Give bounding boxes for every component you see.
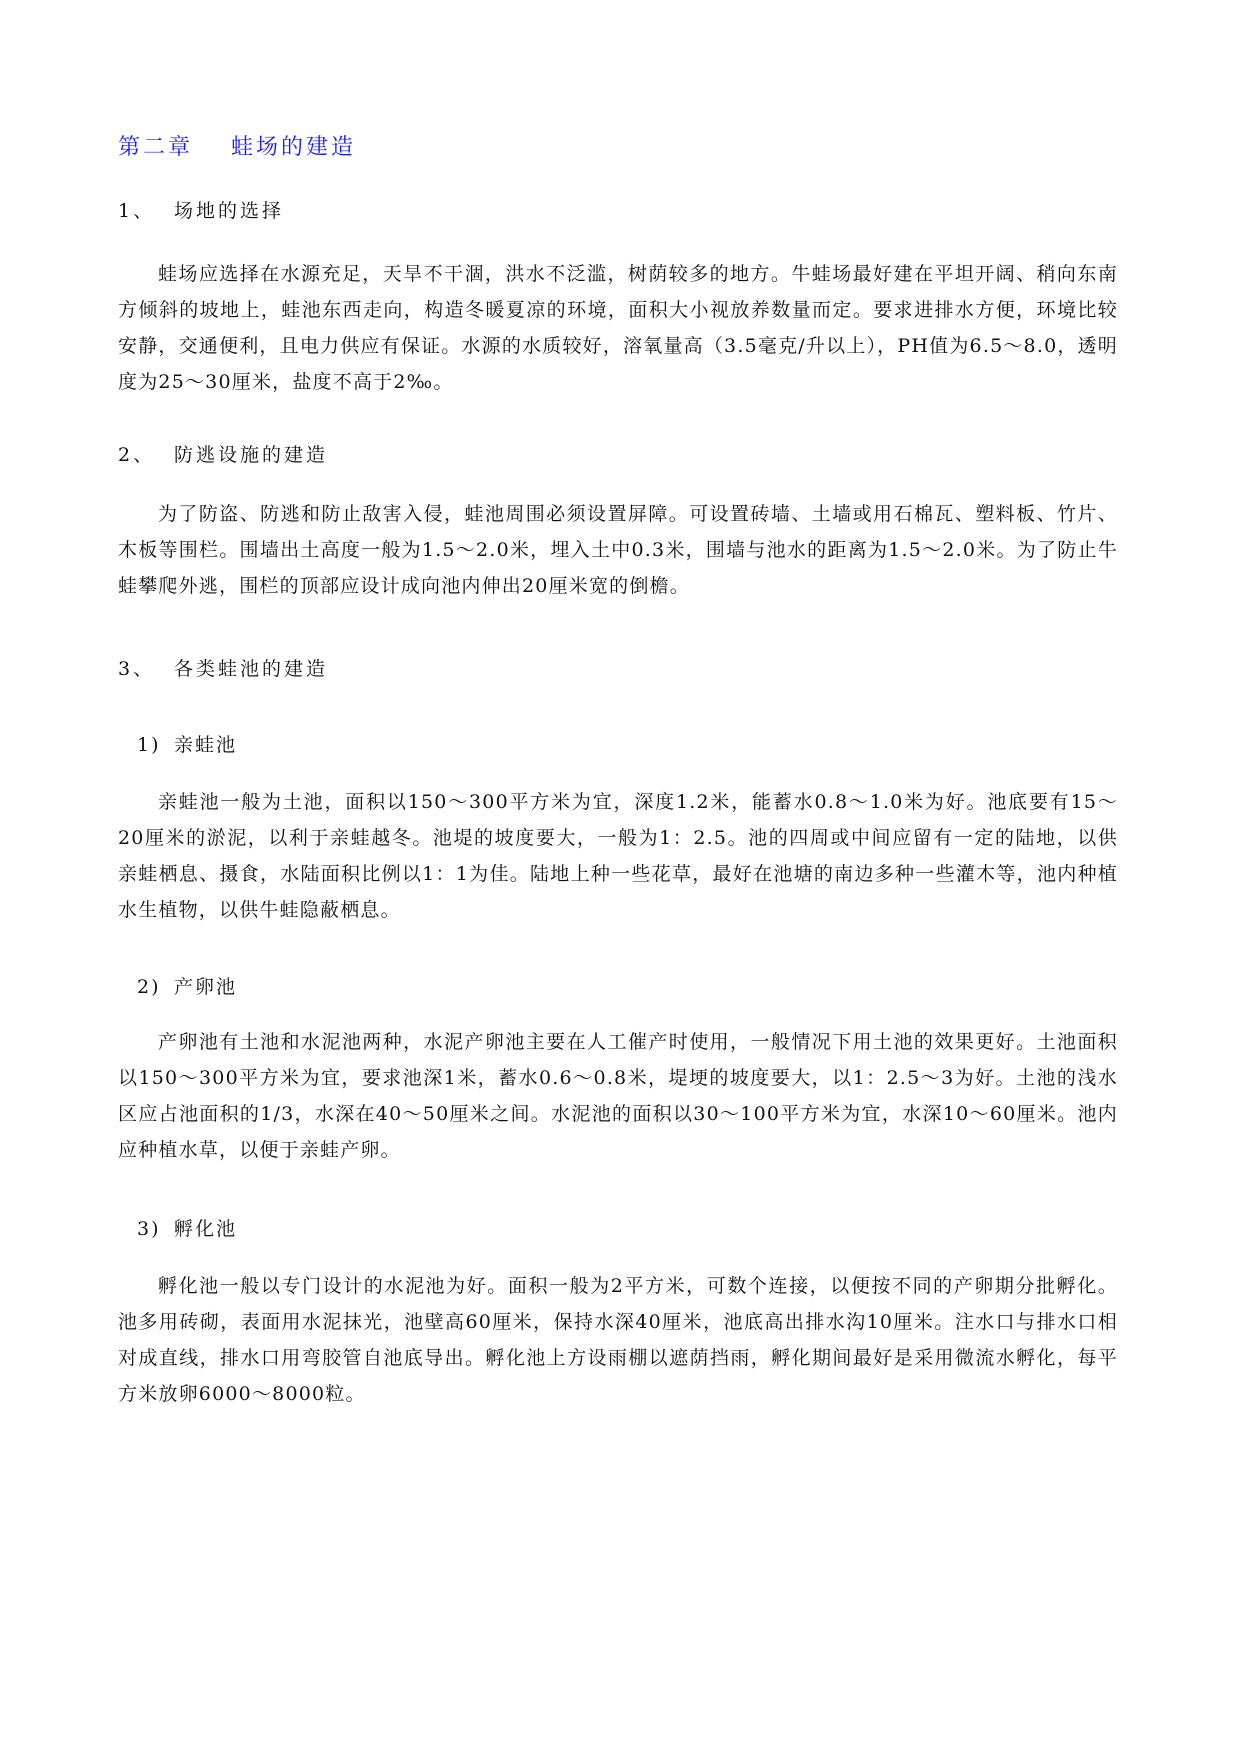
subsection-paragraph-1: 亲蛙池一般为土池，面积以150～300平方米为宜，深度1.2米，能蓄水0.8～1.0米为好。池底要有15～20厘米的淤泥，以利于亲蛙越冬。池堤的坡度要大，一般为1：2.5。池的四周或中间应留有一定的陆地，以供亲蛙栖息、摄食，水陆面积比例以1：1为佳。陆地上种一些花草，最好在池塘的南边多种一些灌木等，池内种植水生植物，以供牛蛙隐蔽栖息。: [118, 791, 1118, 921]
subsection-heading-3: [137, 1214, 237, 1241]
section-number: 2、: [118, 444, 156, 466]
section-heading-2: [118, 440, 328, 467]
chapter-name: 蛙场的建造: [231, 135, 357, 160]
subsection-title: 亲蛙池: [174, 734, 238, 756]
section-number: 1、: [118, 200, 156, 222]
section-number: 3、: [118, 658, 156, 680]
subsection-number: 3): [137, 1218, 161, 1240]
subsection-heading-1: [137, 730, 237, 757]
subsection-paragraph-2: 产卵池有土池和水泥池两种，水泥产卵池主要在人工催产时使用，一般情况下用土池的效果更好。土池面积以150～300平方米为宜，要求池深1米，蓄水0.6～0.8米，堤埂的坡度要大，以1：2.5～3为好。土池的浅水区应占池面积的1/3，水深在40～50厘米之间。水泥池的面积以30～100平方米为宜，水深10～60厘米。池内应种植水草，以便于亲蛙产卵。: [118, 1031, 1118, 1161]
chapter-label: 第二章: [118, 135, 194, 160]
section-title: 场地的选择: [174, 200, 285, 222]
subsection-number: 2): [137, 976, 161, 998]
subsection-paragraph-3: 孵化池一般以专门设计的水泥池为好。面积一般为2平方米，可数个连接，以便按不同的产卵期分批孵化。池多用砖砌，表面用水泥抹光，池壁高60厘米，保持水深40厘米，池底高出排水沟10厘米。注水口与排水口相对成直线，排水口用弯胶管自池底导出。孵化池上方设雨棚以遮荫挡雨，孵化期间最好是采用微流水孵化，每平方米放卵6000～8000粒。: [118, 1275, 1118, 1405]
section-title: 各类蛙池的建造: [174, 658, 329, 680]
subsection-heading-2: [137, 972, 237, 999]
section-heading-1: [118, 196, 284, 223]
section-paragraph-1: 蛙场应选择在水源充足，天旱不干涸，洪水不泛滥，树荫较多的地方。牛蛙场最好建在平坦开阔、稍向东南方倾斜的坡地上，蛙池东西走向，构造冬暖夏凉的环境，面积大小视放养数量而定。要求进排水方便，环境比较安静，交通便利，且电力供应有保证。水源的水质较好，溶氧量高（3.5毫克/升以上），PH值为6.5～8.0，透明度为25～30厘米，盐度不高于2‰。: [118, 263, 1118, 393]
section-title: 防逃设施的建造: [174, 444, 329, 466]
section-paragraph-2: 为了防盗、防逃和防止敌害入侵，蛙池周围必须设置屏障。可设置砖墙、土墙或用石棉瓦、塑料板、竹片、木板等围栏。围墙出土高度一般为1.5～2.0米，埋入土中0.3米，围墙与池水的距离为1.5～2.0米。为了防止牛蛙攀爬外逃，围栏的顶部应设计成向池内伸出20厘米宽的倒檐。: [118, 503, 1118, 597]
subsection-number: 1): [137, 734, 161, 756]
section-heading-3: [118, 654, 328, 681]
chapter-title: [118, 130, 356, 161]
subsection-title: 孵化池: [174, 1218, 238, 1240]
subsection-title: 产卵池: [174, 976, 238, 998]
